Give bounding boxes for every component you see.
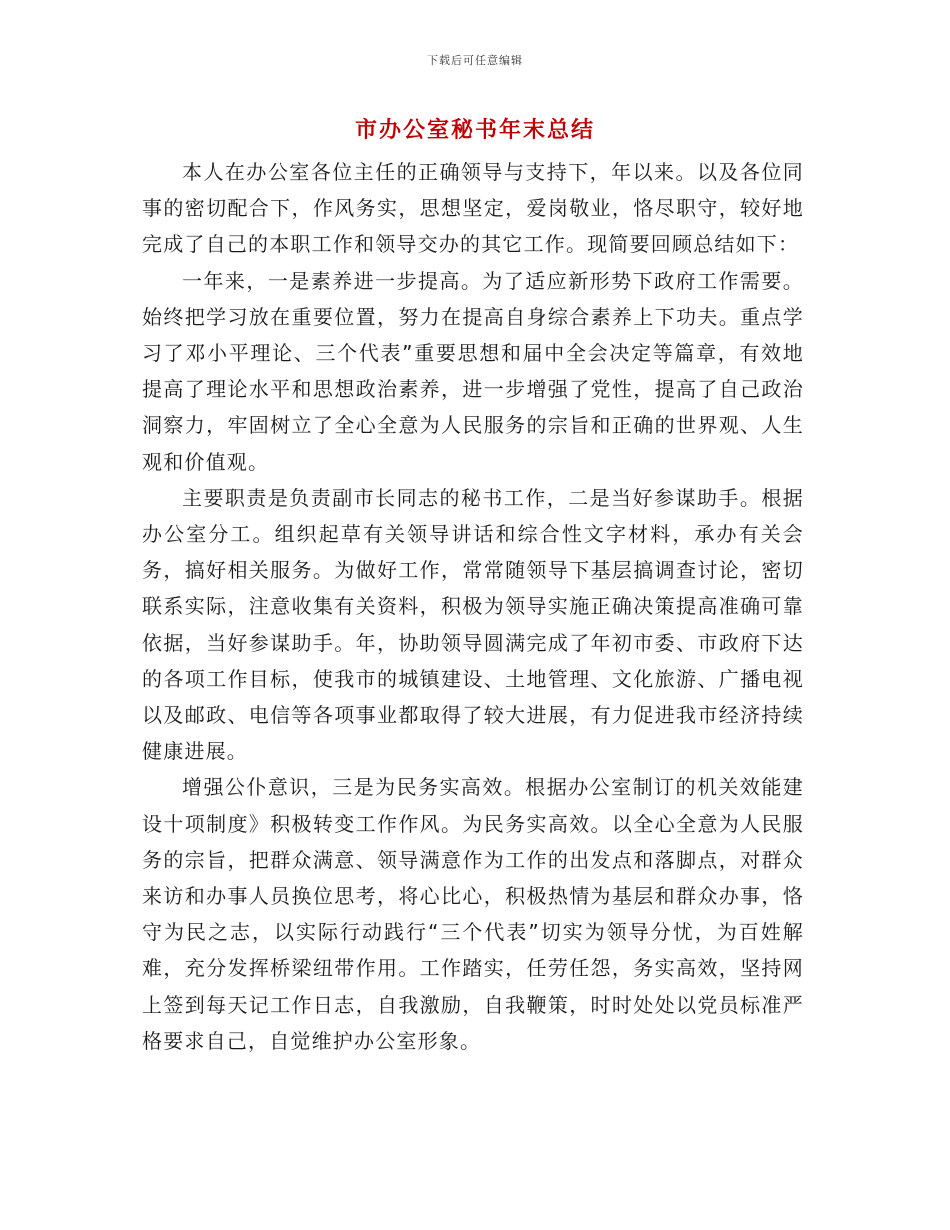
document-body — [142, 154, 804, 1059]
paragraph-service: 增强公仆意识，三是为民务实高效。根据办公室制订的机关效能建设十项制度》积极转变工作作风。为民务实高效。以全心全意为人民服务的宗旨，把群众满意、领导满意作为工作的出发点和落脚点，对群众来访和办事人员换位思考，将心比心，积极热情为基层和群众办事，恪守为民之志，以实际行动践行“三个代表”切实为领导分忧，为百姓解难，充分发挥桥梁纽带作用。工作踏实，任劳任怨，务实高效，坚持网上签到每天记工作日志，自我激励，自我鞭策，时时处处以党员标准严格要求自己，自觉维护办公室形象。 — [142, 775, 804, 1053]
paragraph-quality: 一年来，一是素养进一步提高。为了适应新形势下政府工作需要。始终把学习放在重要位置，努力在提高自身综合素养上下功夫。重点学习了邓小平理论、三个代表”重要思想和届中全会决定等篇章，有效地提高了理论水平和思想政治素养，进一步增强了党性，提高了自己政治洞察力，牢固树立了全心全意为人民服务的宗旨和正确的世界观、人生观和价值观。 — [142, 268, 804, 474]
document-title: 市办公室秘书年末总结 — [354, 118, 595, 143]
paragraph-duties: 主要职责是负责副市长同志的秘书工作，二是当好参谋助手。根据办公室分工。组织起草有关领导讲话和综合性文字材料，承办有关会务，搞好相关服务。为做好工作，常常随领导下基层搞调查讨论，密切联系实际，注意收集有关资料，积极为领导实施正确决策提高准确可靠依据，当好参谋助手。年，协助领导圆满完成了年初市委、市政府下达的各项工作目标，使我市的城镇建设、土地管理、文化旅游、广播电视以及邮政、电信等各项事业都取得了较大进展，有力促进我市经济持续健康进展。 — [142, 485, 804, 764]
header-note: 下载后可任意编辑 — [427, 54, 523, 67]
paragraph-intro: 本人在办公室各位主任的正确领导与支持下，年以来。以及各位同事的密切配合下，作风务实，思想坚定，爱岗敬业，恪尽职守，较好地完成了自己的本职工作和领导交办的其它工作。现简要回顾总结如下： — [142, 160, 804, 257]
